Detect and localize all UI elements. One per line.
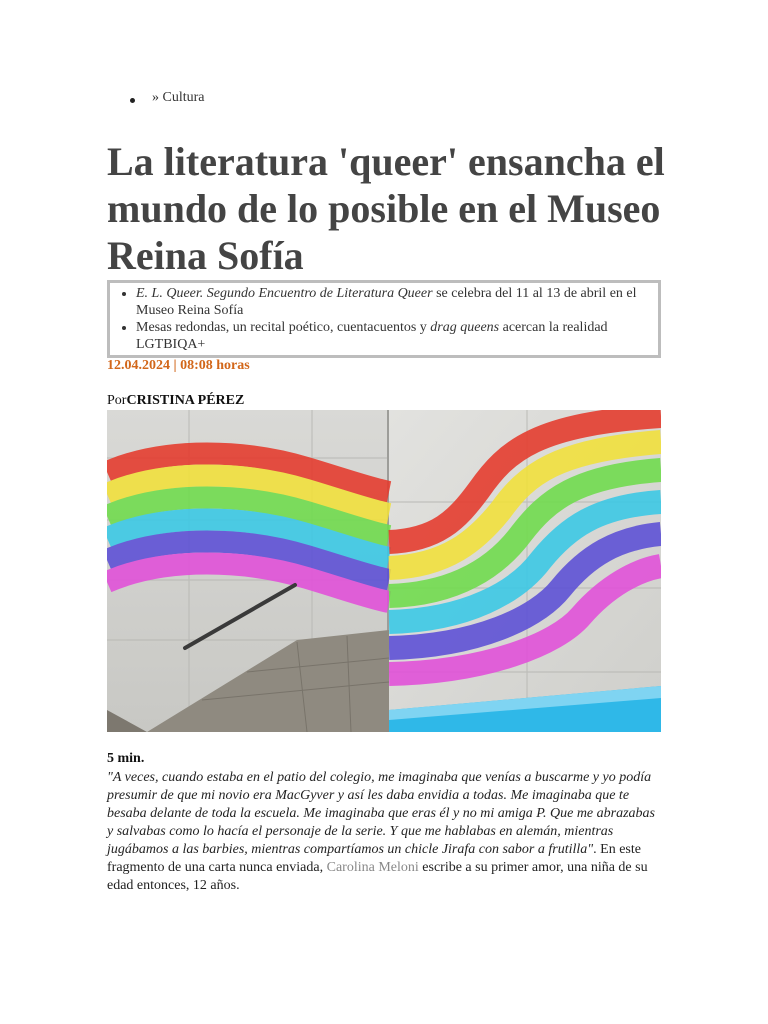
breadcrumb: [0, 90, 205, 106]
summary-item-text: Mesas redondas, un recital poético, cuentacuentos y: [136, 320, 431, 335]
read-time: 5 min.: [107, 751, 145, 766]
summary-item: [136, 285, 650, 319]
article-quote: "A veces, cuando estaba en el patio del colegio, me imaginaba que venías a buscarme y yo podía presumir de que mi novio era MacGyver y así les daba envidia a todas. Me imaginaba que te besaba delante de toda la escuela. Me imaginaba que eras él y no mi amiga P. Que me abrazabas y salvabas como lo hacía el personaje de la serie. Y que me hablabas en alemán, mientras jugábamos a las barbies, mientras compartíamos un chicle Jirafa con sabor a frutilla": [107, 770, 655, 857]
author-link[interactable]: Carolina Meloni: [326, 860, 419, 875]
summary-item-italic: drag queens: [430, 320, 500, 335]
byline: [107, 393, 244, 409]
article-photo: [107, 410, 661, 732]
summary-item-text: se celebra del 11 al 13 de abril en el Museo Reina Sofía: [136, 286, 637, 318]
article-title: La literatura 'queer' ensancha el mundo de lo posible en el Museo Reina Sofía: [107, 139, 665, 278]
article-body-paragraph: [107, 769, 661, 895]
author-name[interactable]: CRISTINA PÉREZ: [126, 393, 245, 408]
body-text: escribe a su primer amor, una niña de su edad entonces, 12 años.: [107, 860, 648, 893]
summary-item-italic: E. L. Queer. Segundo Encuentro de Literatura Queer: [136, 286, 433, 301]
breadcrumb-item-cultura[interactable]: » Cultura: [152, 90, 205, 105]
article-summary-box: [107, 280, 661, 358]
body-text: . En este fragmento de una carta nunca enviada,: [107, 842, 641, 875]
summary-item-text: acercan la realidad LGTBIQA+: [136, 320, 608, 352]
byline-prefix: Por: [107, 393, 127, 408]
publish-date: 12.04.2024 | 08:08 horas: [107, 358, 250, 373]
summary-item: [136, 319, 650, 353]
